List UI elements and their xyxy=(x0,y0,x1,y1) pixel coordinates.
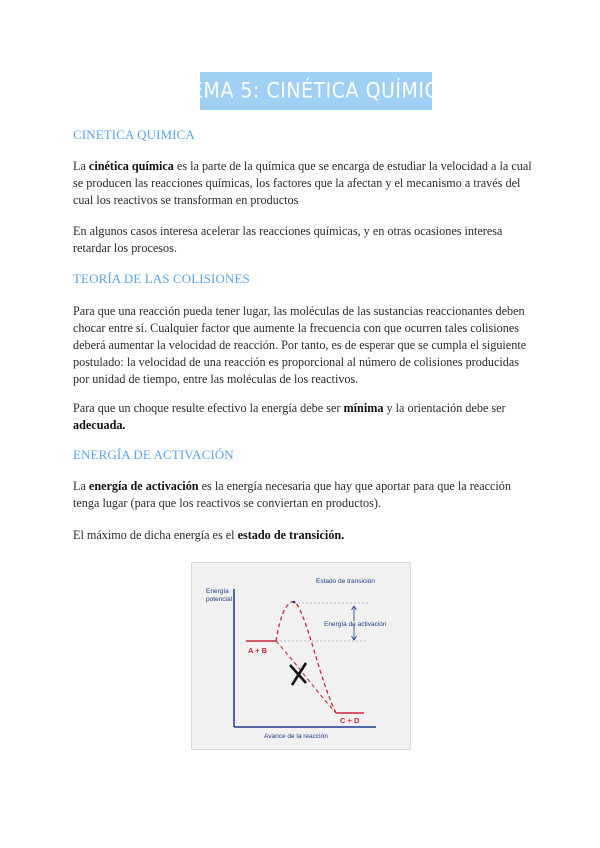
paragraph-cinetica-interest: En algunos casos interesa acelerar las reacciones químicas, y en otras ocasiones interesa retardar los procesos. xyxy=(73,224,503,255)
energy-diagram xyxy=(192,563,410,749)
bold-term-energia-activacion: energía de activación xyxy=(88,479,199,493)
heading-energia-activacion: ENERGÍA DE ACTIVACIÓN xyxy=(73,447,234,462)
text-fragment: La xyxy=(73,159,89,173)
y-axis-label-line1: Energía xyxy=(206,588,229,595)
bold-term-cinetica-quimica: cinética química xyxy=(88,159,174,173)
energy-diagram-figure xyxy=(191,562,411,750)
heading-teoria-colisiones: TEORÍA DE LAS COLISIONES xyxy=(73,271,250,286)
bold-term-adecuada: adecuada. xyxy=(73,418,126,432)
reactants-label: A + B xyxy=(248,646,268,655)
paragraph-choque-efectivo xyxy=(73,400,533,434)
text-fragment: es la parte de la química que se encarga de estudiar la velocidad a la cual se producen las reacciones químicas, los factores que la afectan y el mecanismo a través del cual los reactivos se transforman en productos xyxy=(73,159,532,207)
transition-state-label: Estado de transición xyxy=(316,578,375,585)
products-label: C + D xyxy=(340,716,360,725)
text-fragment: Para que un choque resulte efectivo la energía debe ser xyxy=(73,401,344,415)
paragraph-estado-transicion xyxy=(73,527,533,544)
page-title: -TEMA 5: CINÉTICA QUÍMICA- xyxy=(173,78,459,104)
paragraph-colisiones-postulado: Para que una reacción pueda tener lugar, las moléculas de las sustancias reaccionantes deben chocar entre sí. Cualquier factor que aumente la frecuencia con que ocurren tales colisiones deberá aumentar la velocidad de reacción. Por tanto, es de esperar que se cumpla el siguiente postulado: la velocidad de una reacción es proporcional al número de colisiones producidas por unidad de tiempo, entre las moléculas de los reactivos. xyxy=(73,304,527,386)
uncatalyzed-path xyxy=(276,641,336,713)
bold-term-minima: mínima xyxy=(343,401,384,415)
text-fragment: y la orientación debe ser xyxy=(383,401,506,415)
text-fragment: es la energía necesaria que hay que aportar para que la reacción tenga lugar (para que los reactivos se conviertan en productos). xyxy=(73,479,511,510)
heading-cinetica-quimica: CINETICA QUIMICA xyxy=(73,127,195,142)
text-fragment: La xyxy=(73,479,89,493)
paragraph-activacion-definition xyxy=(73,478,533,512)
text-fragment: El máximo de dicha energía es el xyxy=(73,528,238,542)
title-banner xyxy=(173,72,459,110)
paragraph-cinetica-definition xyxy=(73,158,533,209)
y-axis-label-line2: potencial xyxy=(206,596,233,603)
x-axis-label: Avance de la reacción xyxy=(264,733,328,740)
bold-term-estado-transicion: estado de transición. xyxy=(237,528,345,542)
reaction-curve xyxy=(276,602,336,713)
transition-state-point xyxy=(293,601,296,604)
activation-energy-label: Energía de activación xyxy=(324,621,387,628)
